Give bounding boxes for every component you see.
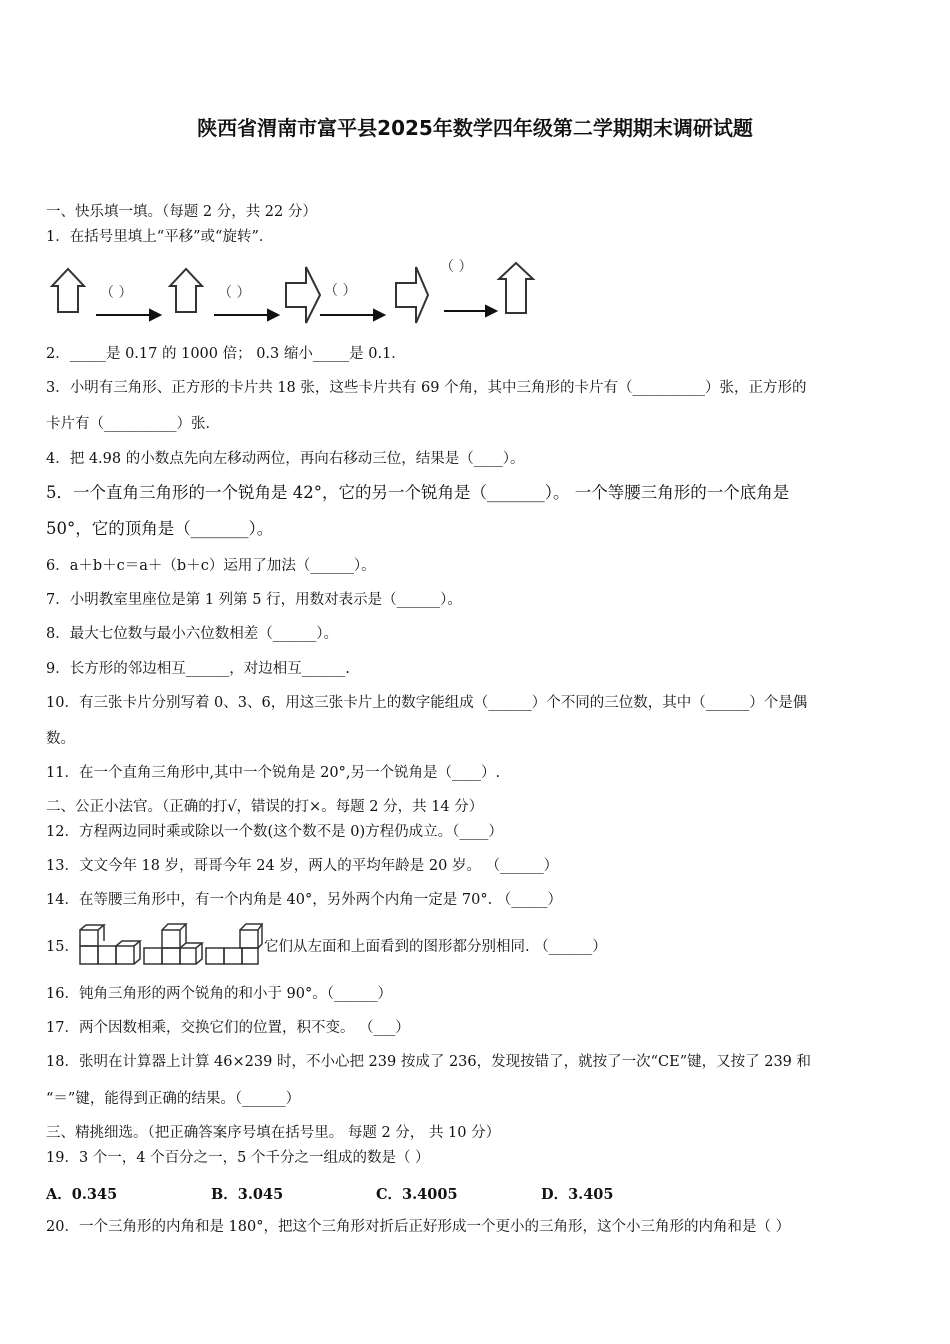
question-5-cont: 50°，它的顶角是（_______）。	[46, 519, 274, 538]
page-title: 陕西省渭南市富平县2025年数学四年级第二学期期末调研试题	[197, 116, 753, 140]
answer-blank: （ ）	[218, 285, 251, 301]
question-3: 3．小明有三角形、正方形的卡片共 18 张，这些卡片共有 69 个角，其中三角形的卡片有（__________）张，正方形的	[46, 380, 807, 396]
question-11: 11．在一个直角三角形中,其中一个锐角是 20°,另一个锐角是（____）.	[46, 765, 501, 781]
question-17: 17．两个因数相乘，交换它们的位置，积不变。 （___）	[46, 1020, 410, 1036]
section-1-heading: 一、快乐填一填。（每题 2 分，共 22 分）	[46, 204, 317, 220]
option-a: A．0.345	[46, 1186, 118, 1203]
question-18-cont: “＝”键，能得到正确的结果。（______）	[46, 1091, 301, 1107]
question-20: 20．一个三角形的内角和是 180°，把这个三角形对折后正好形成一个更小的三角形，这个小三角形的内角和是（ ）	[46, 1219, 791, 1235]
question-8: 8．最大七位数与最小六位数相差（______）。	[46, 626, 338, 642]
answer-blank: （ ）	[100, 285, 133, 301]
up-arrow-icon	[52, 269, 84, 312]
question-6: 6．a＋b＋c＝a＋（b＋c）运用了加法（______）。	[46, 558, 376, 574]
question-16: 16．钝角三角形的两个锐角的和小于 90°。（______）	[46, 986, 393, 1002]
answer-blank: （ ）	[324, 283, 357, 299]
question-1: 1．在括号里填上“平移”或“旋转”．	[46, 229, 274, 245]
right-arrow-icon	[396, 267, 428, 323]
section-2-heading: 二、公正小法官。（正确的打√，错误的打×。每题 2 分，共 14 分）	[46, 799, 484, 815]
question-10-cont: 数。	[46, 731, 75, 747]
up-arrow-icon	[170, 269, 202, 312]
question-15: 它们从左面和上面看到的图形都分别相同. （______）	[264, 939, 607, 955]
question-13: 13．文文今年 18 岁，哥哥今年 24 岁，两人的平均年龄是 20 岁。 （______）	[46, 858, 559, 874]
up-arrow-icon	[499, 263, 533, 313]
right-arrow-icon	[286, 267, 320, 323]
question-1-figure	[44, 255, 544, 330]
question-4: 4．把 4.98 的小数点先向左移动两位，再向右移动三位，结果是（____）。	[46, 451, 525, 467]
question-14: 14．在等腰三角形中，有一个内角是 40°，另外两个内角一定是 70°. （_____）	[46, 892, 563, 908]
question-2: 2．_____是 0.17 的 1000 倍； 0.3 缩小_____是 0.1．	[46, 346, 406, 362]
question-7: 7．小明教室里座位是第 1 列第 5 行，用数对表示是（______）。	[46, 592, 462, 608]
option-c: C．3.4005	[376, 1186, 458, 1203]
question-5: 5．一个直角三角形的一个锐角是 42°，它的另一个锐角是（_______）。 一个等腰三角形的一个底角是	[46, 483, 790, 502]
question-12: 12．方程两边同时乘或除以一个数(这个数不是 0)方程仍成立。（____）	[46, 824, 503, 840]
question-15-number: 15．	[46, 939, 79, 955]
answer-blank: （ ）	[440, 259, 473, 275]
question-10: 10．有三张卡片分别写着 0、3、6，用这三张卡片上的数字能组成（______）个不同的三位数，其中（______）个是偶	[46, 695, 808, 711]
question-9: 9．长方形的邻边相互______，对边相互______.	[46, 661, 350, 677]
question-19: 19．3 个一，4 个百分之一，5 个千分之一组成的数是（ ）	[46, 1150, 430, 1166]
section-3-heading: 三、精挑细选。（把正确答案序号填在括号里。 每题 2 分， 共 10 分）	[46, 1125, 501, 1141]
option-b: B．3.045	[211, 1186, 284, 1203]
question-3-cont: 卡片有（__________）张．	[46, 416, 220, 432]
question-18: 18．张明在计算器上计算 46×239 时，不小心把 239 按成了 236，发现按错了，就按了一次“CE”键，又按了 239 和	[46, 1054, 812, 1070]
option-d: D．3.405	[541, 1186, 614, 1203]
question-15-cubes-figure	[76, 922, 264, 968]
